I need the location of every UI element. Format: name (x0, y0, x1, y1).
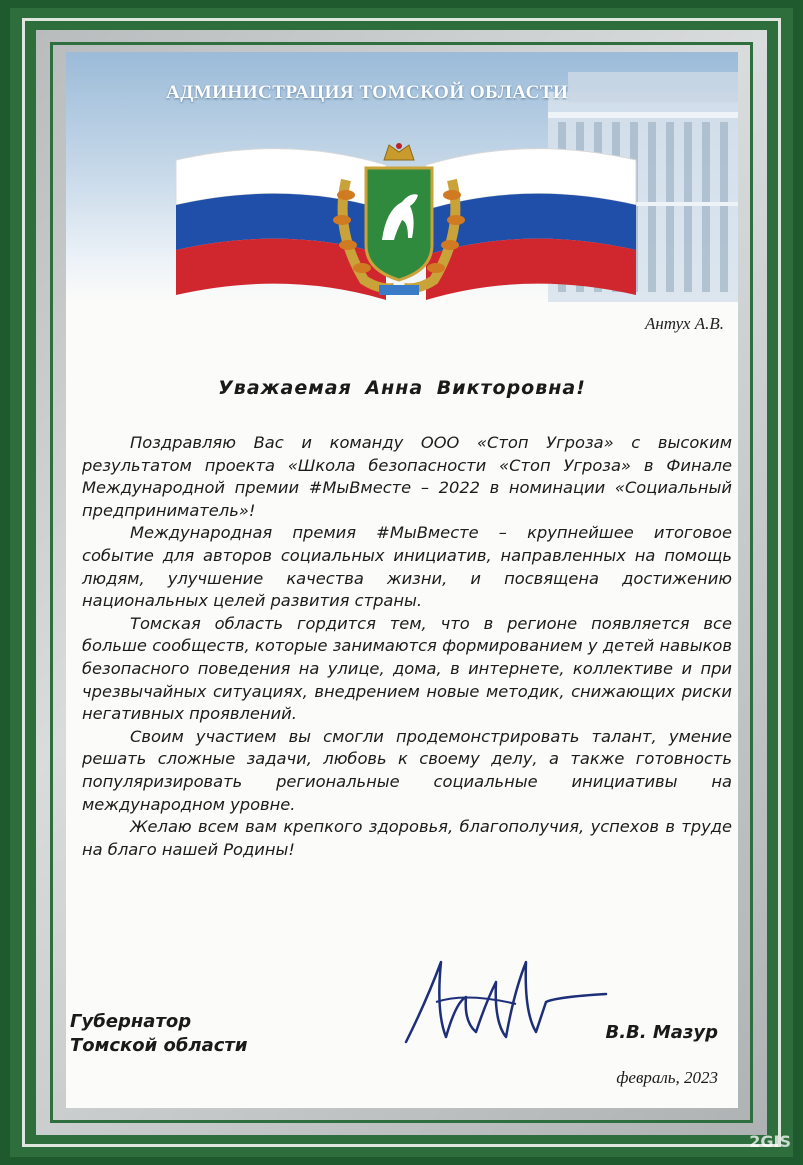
handwritten-signature (396, 942, 616, 1052)
paragraph: Поздравляю Вас и команду ООО «Стоп Угроза» с высоким результатом проекта «Школа безопасности «Стоп Угроза» в Финале Международной премии #МыВместе – 2022 в номинации «Социальный предприниматель»! (82, 433, 732, 520)
paragraph: Своим участием вы смогли продемонстрировать талант, умение решать сложные задачи, любовь к своему делу, а также готовность популяризировать региональные социальные инициативы на международном уровне. (82, 726, 732, 814)
signatory-name: В.В. Мазур (605, 1022, 718, 1043)
signatory-title-line1: Губернатор (70, 1011, 192, 1032)
letter-body (82, 432, 732, 861)
organization-title: АДМИНИСТРАЦИЯ ТОМСКОЙ ОБЛАСТИ (166, 82, 569, 103)
tomsk-coat-of-arms-emblem (324, 140, 474, 300)
paragraph: Желаю всем вам крепкого здоровья, благополучия, успехов в труде на благо нашей Родины! (82, 817, 732, 859)
signatory-title (70, 1010, 247, 1058)
letter-date: февраль, 2023 (616, 1068, 718, 1087)
letter-paper (66, 52, 738, 1108)
greeting-heading: Уважаемая Анна Викторовна! (218, 377, 586, 399)
addressee-name: Антух А.В. (644, 314, 724, 333)
signatory-title-line2: Томской области (70, 1035, 248, 1056)
paragraph: Международная премия #МыВместе – крупнейшее итоговое событие для авторов социальных инициатив, направленных на помощь людям, улучшение качества жизни, и посвящена достижению национальных целей развития страны. (82, 523, 732, 611)
paragraph: Томская область гордится тем, что в регионе появляется все больше сообществ, которые занимаются формированием у детей навыков безопасного поведения на улице, дома, в интернете, коллективе и при чрезвычайных ситуациях, внедрением новые методик, снижающих риски негативных проявлений. (82, 613, 732, 724)
watermark-2gis: 2GIS (749, 1132, 791, 1151)
